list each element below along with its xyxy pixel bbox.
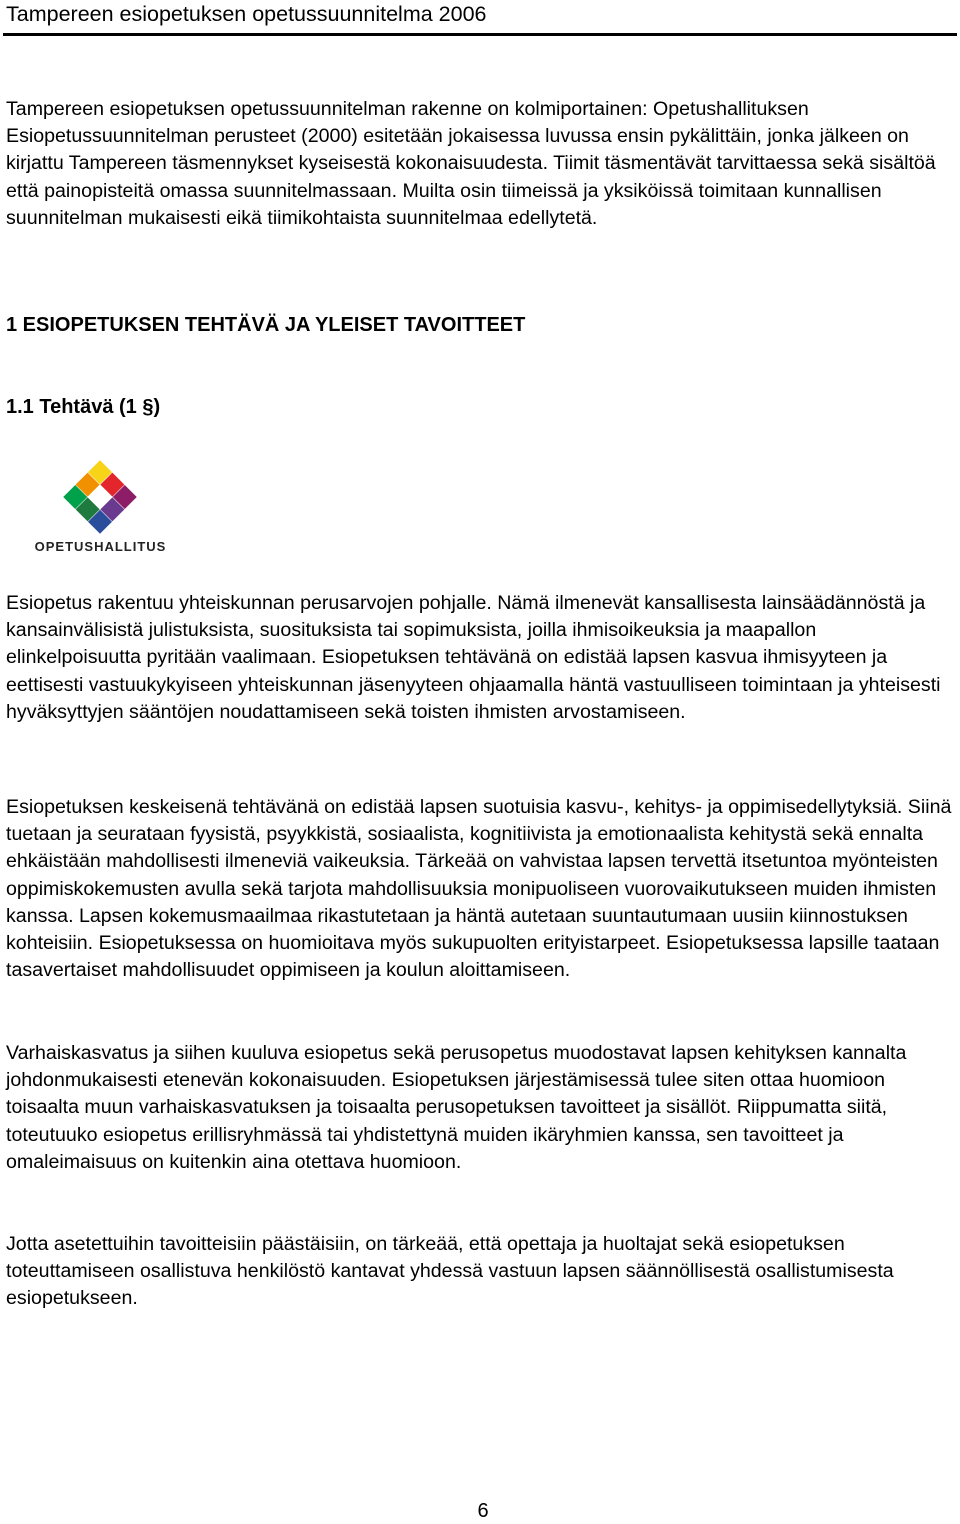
body-paragraph: Esiopetuksen keskeisenä tehtävänä on edistää lapsen suotuisia kasvu-, kehitys- ja oppimisedellytyksiä. Siinä tuetaan ja seurataan fyysistä, psyykkistä, sosiaalista, kognitiivista ja emotionaalista kehitystä sekä ennalta ehkäistään mahdollisesti ilmeneviä vaikeuksia. Tärkeää on vahvistaa lapsen tervettä itsetuntoa myönteisten oppimiskokemusten avulla sekä tarjota mahdollisuuksia monipuoliseen vuorovaikutukseen muiden ihmisten kanssa. Lapsen kokemusmaailmaa rikastutetaan ja häntä autetaan suuntautumaan uusiin kiinnostuksen kohteisiin. Esiopetuksessa on huomioitava myös sukupuolten erityistarpeet. Esiopetuksessa lapsille taataan tasavertaiset mahdollisuudet oppimiseen ja koulun aloittamiseen. <box>6 796 952 982</box>
chapter-heading: 1 ESIOPETUKSEN TEHTÄVÄ JA YLEISET TAVOITTEET <box>6 314 526 336</box>
body-paragraph: Varhaiskasvatus ja siihen kuuluva esiopetus sekä perusopetus muodostavat lapsen kehityksen kannalta johdonmukaisesti etenevän kokonaisuuden. Esiopetuksen järjestämisessä tulee siten ottaa huomioon toisaalta muun varhaiskasvatuksen ja toisaalta perusopetuksen tavoitteet ja sisällöt. Riippumatta siitä, toteutuuko esiopetus erillisryhmässä tai yhdistettynä muiden ikäryhmien kanssa, sen tavoitteet ja omaleimaisuus on kuitenkin aina otettava huomioon. <box>6 1042 907 1173</box>
header-rule <box>3 33 957 36</box>
page-number: 6 <box>477 1500 489 1522</box>
page-header: Tampereen esiopetuksen opetussuunnitelma 2006 <box>6 2 487 26</box>
body-paragraph: Esiopetus rakentuu yhteiskunnan perusarvojen pohjalle. Nämä ilmenevät kansallisesta lainsäädännöstä ja kansainvälisistä julistuksista, suosituksista tai sopimuksista, joilla ihmisoikeuksia ja maapallon elinkelpoisuutta pyritään vaalimaan. Esiopetuksen tehtävänä on edistää lapsen kasvua ihmisyyteen ja eettisesti vastuukykyiseen yhteiskunnan jäsenyyteen ohjaamalla häntä vastuulliseen toimintaan ja yhteisesti hyväksyttyjen sääntöjen noudattamiseen sekä toisten ihmisten arvostamiseen. <box>6 592 941 723</box>
section-heading: 1.1 Tehtävä (1 §) <box>6 396 161 418</box>
body-paragraph: Jotta asetettuihin tavoitteisiin päästäisiin, on tärkeää, että opettaja ja huoltajat sekä esiopetuksen toteuttamiseen osallistuva henkilöstö kantavat yhdessä vastuun lapsen säännöllisestä osallistumisesta esiopetukseen. <box>6 1233 894 1310</box>
logo-text: OPETUSHALLITUS <box>34 539 167 554</box>
intro-paragraph: Tampereen esiopetuksen opetussuunnitelman rakenne on kolmiportainen: Opetushallituksen Esiopetussuunnitelman perusteet (2000) esitetään jokaisessa luvussa ensin pykälittäin, jonka jälkeen on kirjattu Tampereen täsmennykset kyseisestä kokonaisuudesta. Tiimit täsmentävät tarvittaessa sekä sisältöä että painopisteitä omassa suunnitelmassaan. Muilta osin tiimeissä ja yksiköissä toimitaan kunnallisen suunnitelman mukaisesti eikä tiimikohtaista suunnitelmaa edellytetä. <box>6 98 936 229</box>
opetushallitus-logo <box>28 455 173 555</box>
